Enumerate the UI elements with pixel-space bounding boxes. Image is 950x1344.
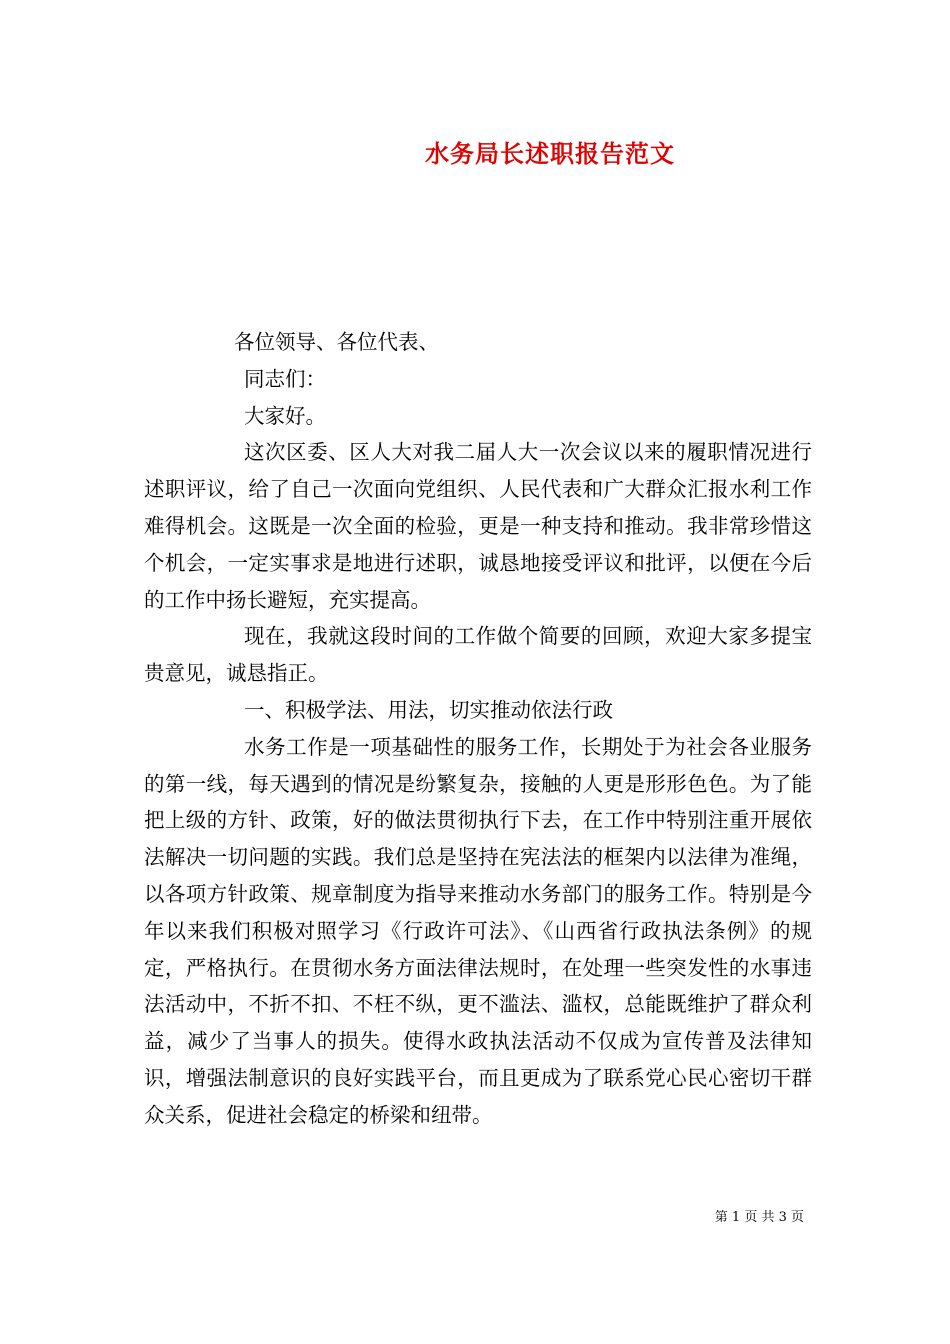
paragraph-section-1: 水务工作是一项基础性的服务工作，长期处于为社会各业服务的第一线，每天遇到的情况是纷繁复杂，接触的人更是形形色色。为了能把上级的方针、政策，好的做法贯彻执行下去，在工作中特别注重开展依法解决一切问题的实践。我们总是坚持在宪法法的框架内以法律为准绳，以各项方针政策、规章制度为指导来推动水务部门的服务工作。特别是今年以来我们积极对照学习《行政许可法》、《山西省行政执法条例》的规定，严格执行。在贯彻水务方面法律法规时，在处理一些突发性的水事违法活动中，不折不扣、不枉不纵，更不滥法、滥权，总能既维护了群众利益，减少了当事人的损失。使得水政执法活动不仅成为宣传普及法律知识，增强法制意识的良好实践平台，而且更成为了联系党心民心密切干群众关系，促进社会稳定的桥梁和纽带。 [144,734,812,1127]
greeting-line: 各位领导、各位代表、 [234,330,439,354]
page-footer: 第 1 页 共 3 页 [714,1210,804,1225]
paragraph-intro: 这次区委、区人大对我二届人大一次会议以来的履职情况进行述职评议，给了自己一次面向党组织、人民代表和广大群众汇报水利工作难得机会。这既是一次全面的检验，更是一种支持和推动。我非常珍惜这个机会，一定实事求是地进行述职，诚恳地接受评议和批评，以便在今后的工作中扬长避短，充实提高。 [144,440,812,612]
section-heading-1: 一、积极学法、用法，切实推动依法行政 [244,697,613,722]
document-body [144,324,812,1134]
paragraph-review: 现在，我就这段时间的工作做个简要的回顾，欢迎大家多提宝贵意见，诚恳指正。 [144,624,812,686]
greeting-hello: 大家好。 [244,403,326,428]
greeting-comrades: 同志们： [244,366,326,391]
page-title: 水务局长述职报告范文 [425,139,675,168]
